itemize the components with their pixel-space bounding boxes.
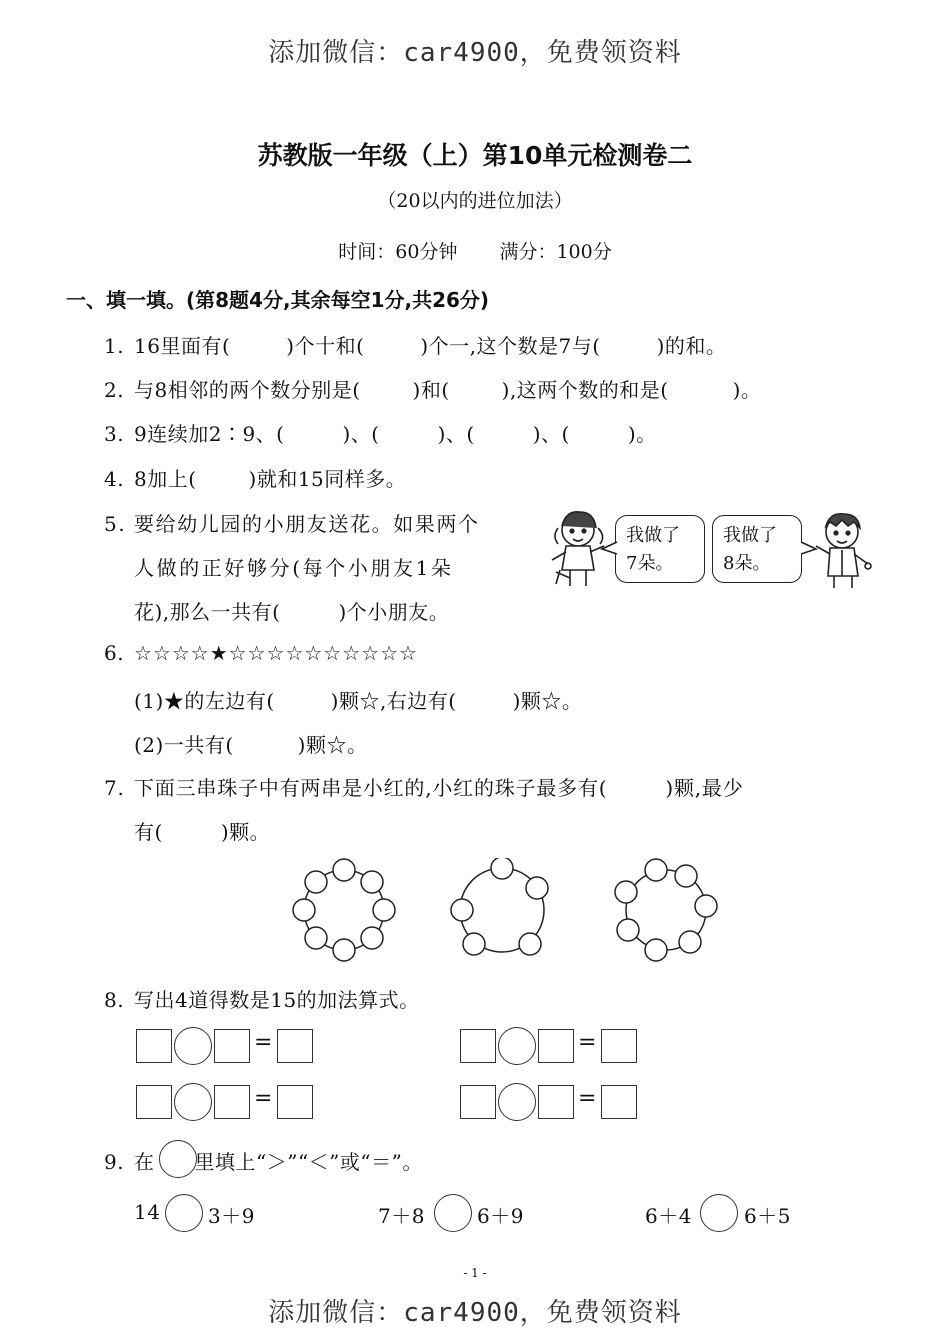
equals-sign: = — [578, 1086, 597, 1111]
question-5-line-2: 人做的正好够分(每个小朋友1朵 — [134, 556, 454, 580]
operator-circle[interactable] — [174, 1083, 212, 1121]
answer-box[interactable] — [601, 1029, 637, 1063]
question-6-part-2: (2)一共有( )颗☆。 — [134, 733, 368, 757]
compare-circle-1[interactable] — [165, 1194, 203, 1232]
equals-sign: = — [254, 1030, 273, 1055]
watermark-top: 添加微信：car4900，免费领资料 — [268, 38, 682, 68]
bead-string-3 — [615, 859, 717, 961]
example-compare-circle — [159, 1140, 197, 1178]
exam-info — [0, 237, 950, 264]
answer-box[interactable] — [277, 1029, 313, 1063]
question-7-line-1: 7. 下面三串珠子中有两串是小红的,小红的珠子最多有( )颗,最少 — [104, 776, 744, 800]
question-9: 9. 在 里填上“＞”“＜”或“＝”。 — [104, 1150, 423, 1174]
compare-circle-3[interactable] — [700, 1194, 738, 1232]
question-7-line-2: 有( )颗。 — [134, 820, 271, 844]
exam-score: 满分：100分 — [499, 241, 612, 263]
answer-box[interactable] — [214, 1085, 250, 1119]
answer-box[interactable] — [136, 1029, 172, 1063]
bubble-tail-girl — [600, 540, 618, 556]
operator-circle[interactable] — [498, 1027, 536, 1065]
boy-illustration — [808, 506, 878, 590]
question-6-stars: 6. ☆☆☆☆★☆☆☆☆☆☆☆☆☆☆ — [104, 641, 418, 665]
compare-3-left: 6＋4 — [645, 1204, 692, 1228]
equals-sign: = — [254, 1086, 273, 1111]
answer-box[interactable] — [214, 1029, 250, 1063]
bead-string-1 — [293, 859, 395, 961]
answer-box[interactable] — [277, 1085, 313, 1119]
question-2: 2. 与8相邻的两个数分别是( )和( ),这两个数的和是( )。 — [104, 378, 762, 402]
page-number: - 1 - — [463, 1266, 487, 1280]
compare-1-left: 14 — [134, 1200, 161, 1224]
answer-box[interactable] — [136, 1085, 172, 1119]
compare-1-right: 3＋9 — [208, 1204, 255, 1228]
speech-bubble-girl: 我做了 7朵。 — [615, 515, 705, 583]
answer-box[interactable] — [538, 1085, 574, 1119]
question-3: 3. 9连续加2∶9、( )、( )、( )、( )。 — [104, 422, 657, 446]
answer-box[interactable] — [460, 1085, 496, 1119]
question-5-line-1: 5. 要给幼儿园的小朋友送花。如果两个 — [104, 512, 480, 536]
section-1-heading: 一、填一填。(第8题4分,其余每空1分,共26分) — [66, 288, 490, 312]
exam-time: 时间：60分钟 — [338, 241, 458, 263]
compare-2-right: 6＋9 — [477, 1204, 524, 1228]
page-subtitle: （20以内的进位加法） — [377, 190, 573, 212]
watermark-bottom: 添加微信：car4900，免费领资料 — [268, 1298, 682, 1328]
question-4: 4. 8加上( )就和15同样多。 — [104, 467, 407, 491]
equals-sign: = — [578, 1030, 597, 1055]
compare-2-left: 7＋8 — [378, 1204, 425, 1228]
operator-circle[interactable] — [174, 1027, 212, 1065]
page-title: 苏教版一年级（上）第10单元检测卷二 — [257, 141, 693, 170]
question-5-line-3: 花),那么一共有( )个小朋友。 — [134, 600, 450, 624]
answer-box[interactable] — [538, 1029, 574, 1063]
bead-string-2 — [451, 858, 548, 955]
question-8: 8. 写出4道得数是15的加法算式。 — [104, 988, 420, 1012]
answer-box[interactable] — [460, 1029, 496, 1063]
question-1: 1. 16里面有( )个十和( )个一,这个数是7与( )的和。 — [104, 334, 727, 358]
compare-circle-2[interactable] — [434, 1194, 472, 1232]
operator-circle[interactable] — [498, 1083, 536, 1121]
bead-strings — [286, 858, 726, 968]
speech-bubble-boy: 我做了 8朵。 — [712, 515, 802, 583]
question-6-part-1: (1)★的左边有( )颗☆,右边有( )颗☆。 — [134, 689, 583, 713]
answer-box[interactable] — [601, 1085, 637, 1119]
compare-3-right: 6＋5 — [744, 1204, 791, 1228]
